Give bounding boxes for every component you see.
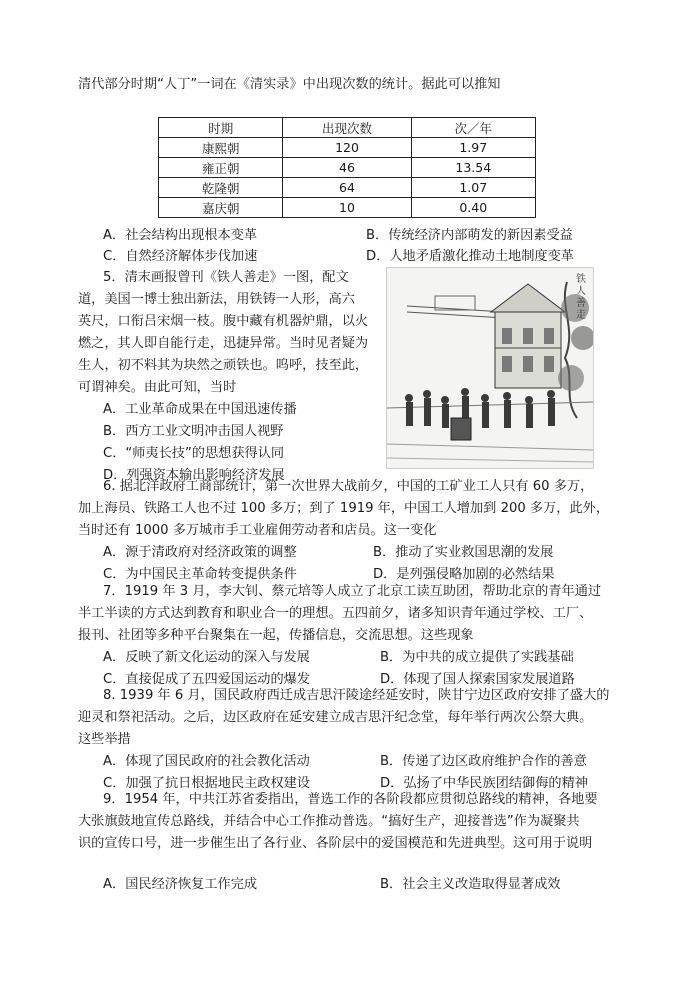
illustration-title: 铁人善走 [576,274,586,321]
table-row [159,178,536,198]
table-header: 次／年 [411,118,535,138]
table-cell: 嘉庆朝 [159,198,283,218]
table-cell: 64 [283,178,411,198]
q5-stem-line: 可谓神矣。由此可知，当时 [78,380,237,395]
q5-option-a: A．工业革命成果在中国迅速传播 [103,402,297,417]
q5-stem-line: 英尺，口衔吕宋烟一枝。腹中藏有机器炉鼎，以火 [78,314,369,329]
table-cell: 1.97 [411,138,535,158]
q5-stem-line: 燃之，其人即自能行走，迅捷异常。当时见者疑为 [78,336,369,351]
q6-option-b: B．推动了实业救国思潮的发展 [373,545,554,560]
table-cell: 10 [283,198,411,218]
q7-option-c: C．直接促成了五四爱国运动的爆发 [103,672,311,687]
table-header: 时期 [159,118,283,138]
q4-option-a: A．社会结构出现根本变革 [103,228,258,243]
q7-stem-line: 报刊、社团等多种平台聚集在一起，传播信息，交流思想。这些现象 [78,628,474,643]
q7-stem-line: 7．1919 年 3 月，李大钊、蔡元培等人成立了北京工读互助团，帮助北京的青年通过 [103,584,602,599]
q9-stem-line: 识的宣传口号，进一步催生出了各行业、各阶层中的爱国模范和先进典型。这可用于说明 [78,836,593,851]
table-row [159,158,536,178]
q6-stem-line: 当时还有 1000 多万城市手工业雇佣劳动者和店员。这一变化 [78,523,437,538]
q9-stem-line: 大张旗鼓地宣传总路线，并结合中心工作推动普选。“搞好生产，迎接普选”作为凝聚共 [78,814,580,829]
q8-option-d: D．弘扬了中华民族团结御侮的精神 [380,776,588,791]
table-cell: 康熙朝 [159,138,283,158]
q4-intro: 清代部分时期“人丁”一词在《清实录》中出现次数的统计。据此可以推知 [78,77,501,92]
q8-option-b: B．传递了边区政府维护合作的善意 [380,754,587,769]
q8-stem-line: 迎灵和祭祀活动。之后，边区政府在延安建立成吉思汗纪念堂，每年举行两次公祭大典。 [78,710,593,725]
q9-option-a: A．国民经济恢复工作完成 [103,877,258,892]
table-cell: 雍正朝 [159,158,283,178]
q5-stem-line: 道，美国一博士独出新法，用铁铸一人形，高六 [78,292,355,307]
q5-stem-line: 5．清末画报曾刊《铁人善走》一图，配文 [103,270,349,285]
q7-option-d: D．体现了国人探索国家发展道路 [380,672,575,687]
iron-man-illustration [386,267,594,469]
q7-option-b: B．为中共的成立提供了实践基础 [380,650,574,665]
table-cell: 46 [283,158,411,178]
q4-option-c: C．自然经济解体步伐加速 [103,249,258,264]
q6-option-c: C．为中国民主革命转变提供条件 [103,567,297,582]
table-row [159,198,536,218]
table-cell: 0.40 [411,198,535,218]
q8-option-c: C．加强了抗日根据地民主政权建设 [103,776,311,791]
table-header: 出现次数 [283,118,411,138]
table-cell: 1.07 [411,178,535,198]
q5-option-b: B．西方工业文明冲击国人视野 [103,424,284,439]
q7-option-a: A．反映了新文化运动的深入与发展 [103,650,310,665]
table-row [159,138,536,158]
table-cell: 13.54 [411,158,535,178]
q9-option-b: B．社会主义改造取得显著成效 [380,877,561,892]
stats-table [158,117,536,218]
q5-stem-line: 生人，初不料其为块然之顽铁也。呜呼，技至此， [78,358,369,373]
q6-option-a: A．源于清政府对经济政策的调整 [103,545,297,560]
table-cell: 120 [283,138,411,158]
table-cell: 乾隆朝 [159,178,283,198]
q6-stem-line: 加上海员、铁路工人也不过 100 多万；到了 1919 年，中国工人增加到 200 多万，此外， [78,501,610,516]
q6-option-d: D．是列强侵略加剧的必然结果 [373,567,555,582]
illustration-engraving [387,268,593,468]
q5-option-d: D．列强资本输出影响经济发展 [103,468,285,483]
q4-option-d: D．人地矛盾激化推动土地制度变革 [366,249,574,264]
q4-option-b: B．传统经济内部萌发的新因素受益 [366,228,573,243]
q6-stem-line: 6. 据北洋政府工商部统计，第一次世界大战前夕，中国的工矿业工人只有 60 多万， [103,479,594,494]
table-header-row [159,118,536,138]
q8-stem-line: 8. 1939 年 6 月，国民政府西迁成吉思汗陵途经延安时，陕甘宁边区政府安排了盛大的 [103,688,610,703]
q5-option-c: C．“师夷长技”的思想获得认同 [103,446,285,461]
q7-stem-line: 半工半读的方式达到教育和职业合一的理想。五四前夕，诸多知识青年通过学校、工厂、 [78,606,593,621]
q8-stem-line: 这些举措 [78,732,131,747]
q9-stem-line: 9．1954 年，中共江苏省委指出，普选工作的各阶段都应贯彻总路线的精神，各地要 [103,792,598,807]
q8-option-a: A．体现了国民政府的社会教化活动 [103,754,310,769]
